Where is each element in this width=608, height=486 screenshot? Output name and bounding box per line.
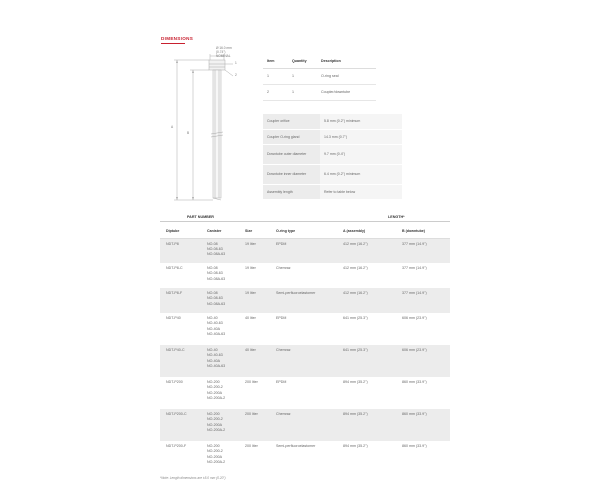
diptube-cell: NDT-P8 — [160, 238, 205, 263]
canister-part: NO-200A-2 — [207, 428, 226, 433]
canister-part: NO-08-63 — [207, 246, 223, 251]
diptube-cell: NDT-P200-F — [166, 444, 187, 448]
canister-cell — [205, 377, 243, 409]
dimension-nominal: NOMINAL — [216, 53, 231, 58]
main-table-group-header — [160, 212, 450, 222]
length-a-cell: 412 mm (16.2") — [341, 288, 400, 313]
dimension-diameter: Ø 16.0 mm — [216, 46, 232, 50]
canister-part: NO-200-2 — [207, 449, 223, 454]
canister-part: NO-200A-2 — [207, 460, 226, 465]
downtube-drawing — [160, 48, 250, 208]
specs-label: Downtube inner diameter — [263, 164, 320, 184]
parts-header-item: Item — [263, 54, 288, 68]
size-cell: 200 liter — [245, 444, 258, 448]
parts-cell: 1 — [288, 84, 317, 100]
diptube-cell: NDT-P8-F — [160, 288, 205, 313]
length-b-cell: 377 mm (14.9") — [400, 288, 450, 313]
specs-row — [263, 144, 402, 164]
diptube-cell: NDT-P40 — [166, 316, 181, 320]
canister-part: NO-200-2 — [207, 385, 223, 390]
part-number-group-label: PART NUMBER — [187, 215, 214, 219]
length-a-cell: 894 mm (35.2") — [343, 444, 368, 448]
section-title: DIMENSIONS — [161, 36, 194, 41]
specs-row — [263, 184, 402, 199]
specs-label: Downtube outer diameter — [263, 144, 320, 164]
length-a-cell: 412 mm (16.2") — [343, 266, 368, 270]
table-row — [160, 409, 450, 441]
callout-2: 2 — [235, 73, 237, 77]
oring-type-cell: Chemraz — [274, 409, 341, 441]
table-row — [160, 313, 450, 345]
canister-part: NO-08A-63 — [207, 301, 226, 306]
callout-1: 1 — [235, 61, 237, 65]
size-cell: 40 liter — [245, 316, 256, 320]
size-cell: 200 liter — [243, 409, 274, 441]
canister-part: NO-200A-2 — [207, 396, 226, 401]
table-row — [160, 263, 450, 288]
canister-part: NO-08 — [207, 266, 218, 270]
length-a-cell: 641 mm (25.3") — [341, 345, 400, 377]
parts-cell: 1 — [288, 68, 317, 84]
header-oring-type: O-ring type — [274, 224, 341, 238]
length-label-a: A — [171, 125, 174, 129]
canister-part: NO-40-63 — [207, 321, 223, 326]
length-b-cell: 606 mm (23.9") — [402, 316, 427, 320]
size-cell: 19 liter — [245, 266, 256, 270]
specs-value: Refer to table below — [320, 184, 402, 199]
table-row — [160, 345, 450, 377]
specs-label: Coupler O-ring gland — [263, 129, 320, 144]
dimension-diameter-inch: (0.74") — [216, 49, 226, 54]
parts-row — [263, 68, 376, 84]
parts-cell: 1 — [263, 68, 288, 84]
canister-part: NO-08 — [207, 241, 218, 246]
oring-type-cell: EPDM — [276, 380, 287, 384]
parts-row — [263, 84, 376, 100]
size-cell: 40 liter — [243, 345, 274, 377]
parts-header-quantity: Quantity — [288, 54, 317, 68]
specs-value: 14.3 mm (0.7") — [320, 129, 402, 144]
title-underline — [161, 43, 185, 44]
length-b-cell: 377 mm (14.9") — [400, 238, 450, 263]
canister-part: NO-40A-63 — [207, 364, 226, 369]
size-cell: 19 liter — [243, 288, 274, 313]
length-a-cell: 412 mm (16.2") — [341, 238, 400, 263]
table-row — [160, 441, 450, 473]
oring-type-cell: Semi-perfluoroelastomer — [274, 288, 341, 313]
table-row — [160, 377, 450, 409]
canister-cell — [205, 441, 243, 473]
canister-cell — [205, 313, 243, 345]
canister-part: NO-200 — [207, 444, 220, 448]
length-group-label: LENGTH* — [388, 215, 405, 219]
canister-part: NO-200A — [207, 454, 222, 459]
length-b-cell: 860 mm (33.9") — [400, 409, 450, 441]
canister-part: NO-40A — [207, 358, 220, 363]
specs-row — [263, 114, 402, 129]
canister-cell — [205, 409, 243, 441]
canister-part: NO-200-2 — [207, 417, 223, 422]
specs-value: 6.4 mm (0.2") minimum — [320, 164, 402, 184]
canister-part: NO-200 — [207, 412, 220, 416]
canister-part: NO-40 — [207, 348, 218, 352]
parts-cell: O-ring seal — [317, 68, 376, 84]
canister-part: NO-200A — [207, 422, 222, 427]
header-size: Size — [243, 224, 274, 238]
oring-type-cell: EPDM — [276, 316, 287, 320]
canister-part: NO-08-63 — [207, 271, 223, 276]
canister-cell — [205, 263, 243, 288]
oring-type-cell: EPDM — [274, 238, 341, 263]
canister-part: NO-08 — [207, 291, 218, 295]
table-row — [160, 238, 450, 263]
canister-part: NO-40 — [207, 316, 218, 320]
diptube-cell: NDT-P8-C — [166, 266, 183, 270]
part-number-table — [160, 224, 450, 473]
size-cell: 200 liter — [245, 380, 258, 384]
specs-row — [263, 129, 402, 144]
parts-header-description: Description — [317, 54, 376, 68]
parts-cell: Coupler/downtube — [317, 84, 376, 100]
diptube-cell: NDT-P200-C — [160, 409, 205, 441]
table-row — [160, 288, 450, 313]
length-a-cell: 894 mm (35.2") — [343, 380, 368, 384]
length-a-cell: 641 mm (25.3") — [343, 316, 368, 320]
tolerance-note: *Note: Length dimensions are ±5.0 mm (0.20") — [160, 476, 226, 480]
parts-cell: 2 — [263, 84, 288, 100]
canister-part: NO-200A — [207, 390, 222, 395]
canister-part: NO-08A-63 — [207, 276, 226, 281]
specs-table — [263, 114, 402, 200]
oring-type-cell: Chemraz — [274, 345, 341, 377]
canister-part: NO-40A — [207, 326, 220, 331]
canister-cell — [205, 345, 243, 377]
length-b-cell: 860 mm (33.9") — [402, 380, 427, 384]
size-cell: 19 liter — [243, 238, 274, 263]
specs-label: Assembly length — [263, 184, 320, 199]
canister-part: NO-40A-63 — [207, 332, 226, 337]
specs-label: Coupler orifice — [263, 114, 320, 129]
canister-part: NO-08-63 — [207, 296, 223, 301]
length-b-cell: 377 mm (14.9") — [402, 266, 427, 270]
length-a-cell: 894 mm (35.2") — [341, 409, 400, 441]
parts-table — [263, 54, 376, 101]
length-label-b: B — [187, 131, 190, 135]
diptube-cell: NDT-P40-C — [160, 345, 205, 377]
canister-part: NO-08A-63 — [207, 252, 226, 257]
diptube-cell: NDT-P200 — [166, 380, 183, 384]
header-length-a: A (assembly) — [341, 224, 400, 238]
header-canister: Canister — [205, 224, 243, 238]
header-length-b: B (downtube) — [400, 224, 450, 238]
specs-value: 9.7 mm (0.4") — [320, 144, 402, 164]
header-diptube: Diptube — [160, 224, 205, 238]
length-b-cell: 606 mm (23.9") — [400, 345, 450, 377]
oring-type-cell: Chemraz — [276, 266, 291, 270]
oring-type-cell: Semi-perfluoroelastomer — [276, 444, 316, 448]
canister-part: NO-200 — [207, 380, 220, 384]
canister-cell — [205, 238, 243, 263]
specs-value: 5.8 mm (0.2") minimum — [320, 114, 402, 129]
canister-cell — [205, 288, 243, 313]
canister-part: NO-40-63 — [207, 353, 223, 358]
length-b-cell: 860 mm (33.9") — [402, 444, 427, 448]
downtube-diagram — [160, 48, 250, 208]
specs-row — [263, 164, 402, 184]
